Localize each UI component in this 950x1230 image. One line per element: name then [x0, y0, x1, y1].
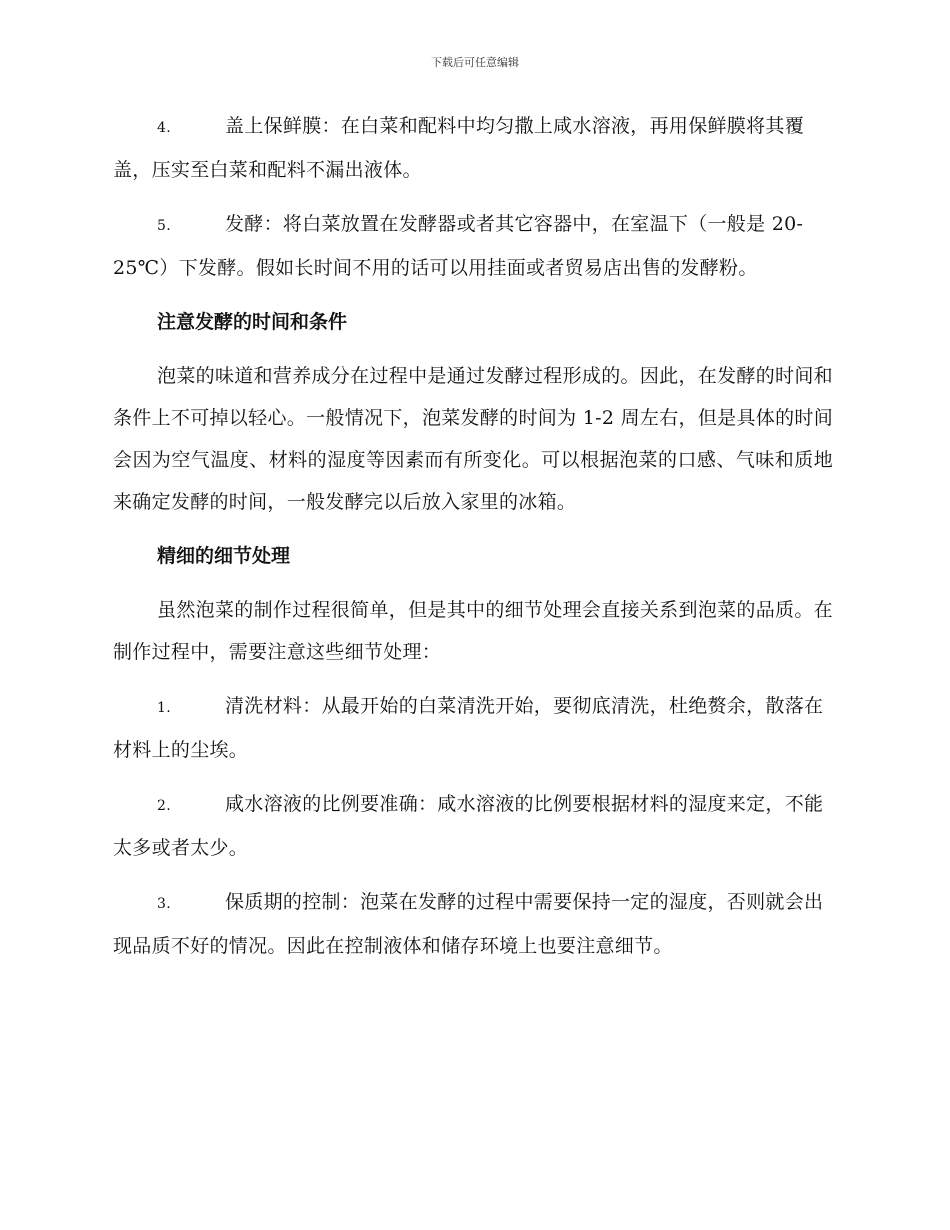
page-header: 下载后可任意编辑 — [431, 56, 519, 69]
list-number: 3. — [157, 896, 171, 912]
list-item — [113, 685, 833, 771]
list-text: 清洗材料：从最开始的白菜清洗开始，要彻底清洗，杜绝赘余，散落在材料上的尘埃。 — [113, 695, 824, 761]
section-heading: 精细的细节处理 — [157, 545, 291, 567]
document-body — [113, 105, 833, 979]
list-text: 咸水溶液的比例要准确：咸水溶液的比例要根据材料的湿度来定，不能太多或者太少。 — [113, 793, 824, 859]
list-item — [113, 881, 833, 967]
list-number: 5. — [157, 218, 171, 234]
list-item — [113, 105, 833, 191]
list-text: 发酵：将白菜放置在发酵器或者其它容器中，在室温下（一般是 20-25℃）下发酵。假如长时间不用的话可以用挂面或者贸易店出售的发酵粉。 — [113, 213, 804, 279]
list-text: 盖上保鲜膜：在白菜和配料中均匀撒上咸水溶液，再用保鲜膜将其覆盖，压实至白菜和配料不漏出液体。 — [113, 115, 805, 181]
list-item — [113, 203, 833, 289]
section-paragraph: 泡菜的味道和营养成分在过程中是通过发酵过程形成的。因此，在发酵的时间和条件上不可掉以轻心。一般情况下，泡菜发酵的时间为 1-2 周左右，但是具体的时间会因为空气温度、材料的湿度等因素而有所变化。可以根据泡菜的口感、气味和质地来确定发酵的时间，一般发酵完以后放入家里的冰箱。 — [113, 365, 833, 513]
section-paragraph: 虽然泡菜的制作过程很简单，但是其中的细节处理会直接关系到泡菜的品质。在制作过程中，需要注意这些细节处理： — [113, 599, 833, 663]
list-text: 保质期的控制：泡菜在发酵的过程中需要保持一定的湿度，否则就会出现品质不好的情况。因此在控制液体和储存环境上也要注意细节。 — [113, 891, 824, 957]
list-item — [113, 783, 833, 869]
list-number: 1. — [157, 700, 171, 716]
list-number: 2. — [157, 798, 171, 814]
section-heading: 注意发酵的时间和条件 — [157, 311, 348, 333]
list-number: 4. — [157, 120, 171, 136]
